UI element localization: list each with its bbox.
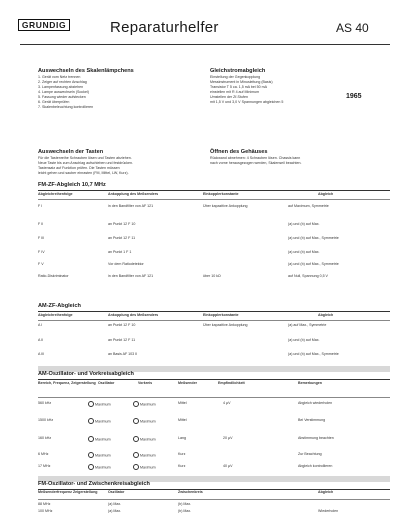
text-line: mit 1,5 V und 3,0 V Spannungen abgleichen 5 xyxy=(210,100,284,104)
circle-marker-icon xyxy=(133,464,139,470)
text-line: 2. Zeiger auf rechten Anschlag xyxy=(38,80,87,84)
am-zf-title: AM-ZF-Abgleich xyxy=(38,303,81,309)
column-header: Vorkreis xyxy=(138,381,153,385)
circle-marker-icon xyxy=(133,436,139,442)
text-line: 7. Skalenbeleuchtung kontrollieren xyxy=(38,105,94,109)
column-header: Bereich, Frequenz, Zeigerstellung xyxy=(38,381,96,385)
column-header: Abgleichreihenfolge xyxy=(38,313,73,317)
cell: Mittel xyxy=(178,401,187,405)
table-row xyxy=(38,262,390,272)
section-lines xyxy=(38,156,203,176)
cell-text: Maximum xyxy=(140,453,156,458)
text-line: Einstellung der Gegenkopplung xyxy=(210,75,261,79)
cell: auf Maximum, Symmetrie xyxy=(288,204,329,208)
table-rule xyxy=(38,320,390,321)
circle-marker-icon xyxy=(88,464,94,470)
cell-text: Maximum xyxy=(140,419,156,424)
table-rule xyxy=(38,397,390,398)
cell: A II xyxy=(38,338,44,342)
column-header: Meßsender xyxy=(178,381,197,385)
cell xyxy=(88,401,111,407)
column-header: Abgleich xyxy=(318,313,334,317)
circle-marker-icon xyxy=(88,436,94,442)
table-row xyxy=(38,236,390,246)
year-label: 1965 xyxy=(346,93,362,100)
cell: Kurz xyxy=(178,464,186,468)
text-line: 4. Lampe auswechseln (Sockel) xyxy=(38,90,89,94)
text-line: 6. Gerät überprüfen xyxy=(38,100,70,104)
table-row xyxy=(38,204,390,214)
table-row xyxy=(38,338,390,348)
table-row xyxy=(38,436,390,446)
text-line: nach vorne herausgezogen werden, Skalenseil beachten. xyxy=(210,161,302,165)
fm-zf-title: FM-ZF-Abgleich 10,7 MHz xyxy=(38,182,106,188)
cell: 40 µV xyxy=(223,464,233,468)
table-row xyxy=(38,352,390,362)
text-line: Transistor T 5 ca. 1,5 mA bei 50 mA xyxy=(210,85,268,89)
cell: Wiederholen xyxy=(318,509,339,513)
text-line: leicht gehen und sauber einrasten (FM, Mittel, LW, Kurz). xyxy=(38,171,129,175)
cell: A III xyxy=(38,352,45,356)
cell: (a) und (b) auf Max., Symmetrie xyxy=(288,352,339,356)
section-keys xyxy=(38,149,203,176)
cell: (a) und (b) auf Max., Symmetrie xyxy=(288,236,339,240)
column-header: Oszillator xyxy=(98,381,115,385)
cell: an Punkt 12 F 10 xyxy=(108,323,136,327)
section-title: Öffnen des Gehäuses xyxy=(210,149,268,155)
cell: Lang xyxy=(178,436,186,440)
cell: 1500 kHz xyxy=(38,418,54,422)
column-header: Bemerkungen xyxy=(298,381,322,385)
cell xyxy=(133,452,156,458)
cell: an Basis AF 103 II xyxy=(108,352,138,356)
cell: Abgleich wiederholen xyxy=(298,401,333,405)
table-rule xyxy=(38,190,390,191)
cell: 6 MHz xyxy=(38,452,49,456)
column-header: Ankopplung des Meßsenders xyxy=(108,192,159,196)
model-number: AS 40 xyxy=(336,21,369,35)
section-lamp xyxy=(38,68,198,110)
cell: (a) und (b) auf Max. xyxy=(288,338,320,342)
cell: an Punkt 12 F 10 xyxy=(108,222,136,226)
column-header: Ankopplung des Meßsenders xyxy=(108,313,159,317)
cell: Über kapazitive Ankopplung xyxy=(203,204,248,208)
section-dc-alignment xyxy=(210,68,390,105)
cell: an Punkt 12 F 11 xyxy=(108,236,136,240)
cell xyxy=(133,464,156,470)
section-title: Auswechseln der Tasten xyxy=(38,149,104,155)
table-row xyxy=(38,323,390,333)
column-header: Einkopplerkonstante xyxy=(203,313,239,317)
cell: in den Bandfilter von AF 121 xyxy=(108,274,154,278)
table-header-row xyxy=(38,313,390,323)
cell: 160 kHz xyxy=(38,436,52,440)
circle-marker-icon xyxy=(133,418,139,424)
column-header: Abgleichreihenfolge xyxy=(38,192,73,196)
column-header: Meßsenderfrequenz Zeigerstellung xyxy=(38,490,98,494)
cell: F IV xyxy=(38,250,45,254)
cell: 100 MHz xyxy=(38,509,53,513)
table-rule xyxy=(38,311,390,312)
cell: in den Bandfilter von AF 121 xyxy=(108,204,154,208)
circle-marker-icon xyxy=(133,452,139,458)
cell: 17 MHz xyxy=(38,464,51,468)
cell: Abstimmung beachten xyxy=(298,436,334,440)
cell xyxy=(133,436,156,442)
text-line: Rückwand abnehmen: 4 Schrauben lösen. Chassis kann xyxy=(210,156,301,160)
column-header: Abgleich xyxy=(318,192,334,196)
column-header: Einkopplerkonstante xyxy=(203,192,239,196)
cell xyxy=(88,452,111,458)
table-header-row xyxy=(38,192,390,202)
cell: (b) Max. xyxy=(178,502,192,506)
column-header: Empfindlichkeit xyxy=(218,381,245,385)
cell-text: Maximum xyxy=(95,453,111,458)
cell: Zur Beachtung xyxy=(298,452,322,456)
column-header: Abgleich xyxy=(318,490,334,494)
cell-text: Maximum xyxy=(140,402,156,407)
cell: 20 µV xyxy=(223,436,233,440)
cell xyxy=(133,418,156,424)
cell-text: Maximum xyxy=(95,465,111,470)
header-divider xyxy=(20,44,390,45)
cell-text: Maximum xyxy=(95,419,111,424)
text-line: Messinstrument in Minusleitung (Basis) xyxy=(210,80,273,84)
cell: über 10 kΩ xyxy=(203,274,221,278)
section-lines xyxy=(210,156,390,166)
cell: Über kapazitive Ankopplung xyxy=(203,323,248,327)
text-line: Neue Taste bis zum Anschlag aufschieben und festdrücken. xyxy=(38,161,134,165)
table-row xyxy=(38,452,390,462)
text-line: 3. Lampenfassung abziehen xyxy=(38,85,84,89)
page-title: Reparaturhelfer xyxy=(110,19,219,36)
circle-marker-icon xyxy=(88,418,94,424)
cell xyxy=(88,418,111,424)
text-line: Für die Tastenreihe Schrauben lösen und Tasten abziehen. xyxy=(38,156,132,160)
circle-marker-icon xyxy=(88,452,94,458)
cell: A I xyxy=(38,323,43,327)
text-line: Umstellen der Zf-Stufen xyxy=(210,95,248,99)
text-line: 5. Fassung wieder aufstecken xyxy=(38,95,86,99)
cell-text: Maximum xyxy=(95,437,111,442)
section-lines xyxy=(210,75,390,105)
brand-logo: GRUNDIG xyxy=(18,19,70,31)
cell-text: Maximum xyxy=(95,402,111,407)
column-header: Zwischenkreis xyxy=(178,490,203,494)
cell: Mittel xyxy=(178,418,187,422)
table-row xyxy=(38,418,390,428)
column-header: Oszillator xyxy=(108,490,125,494)
table-row xyxy=(38,222,390,232)
cell: (b) Max. xyxy=(178,509,192,513)
cell: F I xyxy=(38,204,43,208)
cell: auf Null, Spannung 0,5 V xyxy=(288,274,328,278)
cell xyxy=(88,436,111,442)
text-line: Tastensatz auf Funktion prüfen. Die Tasten müssen xyxy=(38,166,120,170)
cell xyxy=(88,464,111,470)
cell: 88 MHz xyxy=(38,502,51,506)
table-rule xyxy=(38,499,390,500)
text-line: einstellen mit R 4 auf Minimum xyxy=(210,90,260,94)
table-row xyxy=(38,274,390,284)
cell xyxy=(133,401,156,407)
section-housing xyxy=(210,149,390,166)
cell: an Punkt 12 F 11 xyxy=(108,338,136,342)
cell: F III xyxy=(38,236,45,240)
cell: Kurz xyxy=(178,452,186,456)
table-row xyxy=(38,250,390,260)
cell: 560 kHz xyxy=(38,401,52,405)
table-rule xyxy=(38,199,390,200)
cell: Vor dem Ratiodetektor xyxy=(108,262,144,266)
cell: (a) und (b) auf Max., Symmetrie xyxy=(288,262,339,266)
cell: (a) und (b) auf Max. xyxy=(288,250,320,254)
cell: F II xyxy=(38,222,44,226)
cell-text: Maximum xyxy=(140,465,156,470)
cell: (a) auf Max., Symmetrie xyxy=(288,323,327,327)
cell: (a) Max. xyxy=(108,509,122,513)
circle-marker-icon xyxy=(88,401,94,407)
table-row xyxy=(38,464,390,474)
cell: Bei Verstimmung xyxy=(298,418,326,422)
table-rule xyxy=(38,379,390,380)
section-lines xyxy=(38,75,198,110)
table-row xyxy=(38,401,390,411)
cell: F V xyxy=(38,262,44,266)
section-title: Auswechseln des Skalenlämpchens xyxy=(38,68,134,74)
text-line: 1. Gerät vom Netz trennen xyxy=(38,75,81,79)
am-osz-title: AM-Oszillator- und Vorkreisabgleich xyxy=(38,371,134,377)
cell: an Punkt 1 F 1 xyxy=(108,250,132,254)
circle-marker-icon xyxy=(133,401,139,407)
table-header-row xyxy=(38,381,390,391)
cell-text: Maximum xyxy=(140,437,156,442)
cell: Abgleich kontrollieren xyxy=(298,464,333,468)
cell: Ratio-Diskriminator xyxy=(38,274,69,278)
fm-osz-title: FM-Oszillator- und Zwischenkreisabgleich xyxy=(38,481,150,487)
section-title: Gleichstromabgleich xyxy=(210,68,266,74)
cell: 4 µV xyxy=(223,401,231,405)
cell: (a) und (b) auf Max. xyxy=(288,222,320,226)
cell: (a) Max. xyxy=(108,502,122,506)
